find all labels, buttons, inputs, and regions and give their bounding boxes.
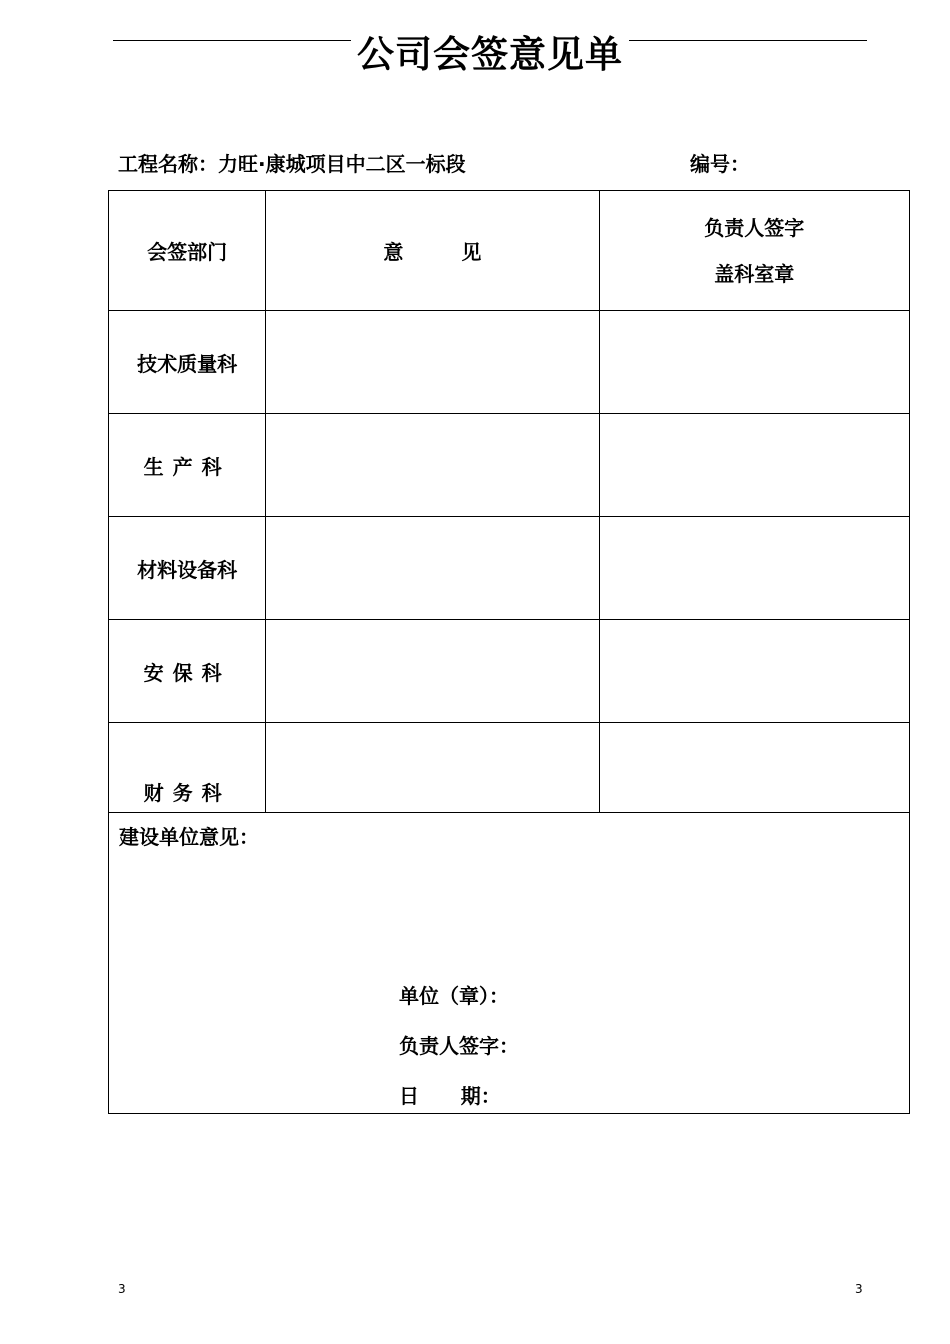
dept-name: 生产科 bbox=[109, 414, 266, 517]
project-name-label: 工程名称：力旺·康城项目中二区一标段 bbox=[118, 152, 466, 176]
construction-opinion-label: 建设单位意见： bbox=[119, 825, 259, 849]
signature-cell[interactable] bbox=[599, 414, 909, 517]
dept-name: 材料设备科 bbox=[109, 517, 266, 620]
dept-name: 技术质量科 bbox=[109, 311, 266, 414]
opinion-cell[interactable] bbox=[266, 414, 599, 517]
signature-cell[interactable] bbox=[599, 620, 909, 723]
document-title-text: 公司会签意见单 bbox=[351, 32, 629, 76]
countersign-table bbox=[108, 190, 910, 1114]
table-row bbox=[109, 723, 910, 813]
unit-seal-label: 单位（章）： bbox=[399, 984, 509, 1008]
signature-cell[interactable] bbox=[599, 311, 909, 414]
construction-row bbox=[109, 813, 910, 1114]
page-number-right: 3 bbox=[855, 1282, 863, 1296]
dept-name: 财务科 bbox=[109, 723, 266, 813]
responsible-signature-label: 负责人签字： bbox=[399, 1034, 519, 1058]
header-opinion-left: 意 bbox=[383, 240, 404, 264]
opinion-cell[interactable] bbox=[266, 723, 599, 813]
signature-cell[interactable] bbox=[599, 723, 909, 813]
table-row bbox=[109, 620, 910, 723]
header-signature-line1: 负责人签字 bbox=[704, 215, 805, 240]
opinion-cell[interactable] bbox=[266, 311, 599, 414]
signature-block bbox=[399, 971, 519, 1121]
header-opinion bbox=[266, 191, 599, 311]
dept-name: 安保科 bbox=[109, 620, 266, 723]
construction-opinion-cell[interactable] bbox=[109, 813, 910, 1114]
table-row bbox=[109, 311, 910, 414]
signature-cell[interactable] bbox=[599, 517, 909, 620]
table-header-row bbox=[109, 191, 910, 311]
header-signature bbox=[599, 191, 909, 311]
opinion-cell[interactable] bbox=[266, 620, 599, 723]
header-department: 会签部门 bbox=[109, 191, 266, 311]
page-number-left: 3 bbox=[118, 1282, 126, 1296]
header-signature-line2: 盖科室章 bbox=[714, 261, 795, 286]
header-opinion-right: 见 bbox=[461, 240, 482, 264]
number-label: 编号： bbox=[690, 152, 750, 176]
date-label: 日 期： bbox=[399, 1084, 501, 1108]
table-row bbox=[109, 517, 910, 620]
table-row bbox=[109, 414, 910, 517]
opinion-cell[interactable] bbox=[266, 517, 599, 620]
document-title bbox=[0, 24, 950, 78]
